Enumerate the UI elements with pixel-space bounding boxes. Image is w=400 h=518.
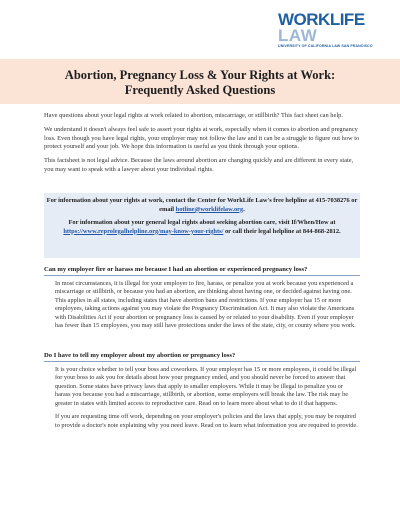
intro-paragraph-1: Have questions about your legal rights at work related to abortion, miscarriage, or stillbirth? This fact sheet can help. (44, 112, 343, 119)
faq-answer-2-paragraph-2: If you are requesting time off work, depending on your employer's policies and the laws that apply, you may be required to provide a doctor's note explaining why you need leave. Read on to learn what information you are required to provide. (55, 413, 358, 429)
repro-legal-helpline-link[interactable]: https://www.reprolegalhelpline.org/may-know-your-rights/ (63, 227, 224, 235)
faq-question-1: Can my employer fire or harass me because I had an abortion or experienced pregnancy loss? (44, 265, 360, 276)
worklife-helpline-info (44, 193, 360, 214)
page-title-line2: Frequently Asked Questions (124, 83, 276, 97)
faq-question-2: Do I have to tell my employer about my abortion or pregnancy loss? (44, 351, 360, 362)
logo-subtitle: UNIVERSITY OF CALIFORNIA LAW SAN FRANCISCO (278, 44, 373, 48)
logo-worklife-text: WORKLIFE (278, 10, 365, 29)
ifwhenhow-helpline-info (44, 219, 360, 236)
ifwhenhow-phone-text: or call their legal helpline at 844-868-2812. (223, 227, 341, 235)
intro-paragraph-2: We understand it doesn't always feel safe to assert your rights at work, especially when it comes to abortion and pregnancy loss. Even though you have legal rights, your employer may not follow the law and it can be a struggle to figure out how to protect yourself and your job. We hope this information is useful as you think through your options. (44, 126, 360, 151)
worklife-law-logo (278, 12, 390, 52)
page-title-line1: Abortion, Pregnancy Loss & Your Rights at Work: (64, 68, 336, 82)
page-title (0, 59, 400, 98)
helpline-callout (44, 193, 360, 258)
faq-answer-2 (55, 366, 358, 435)
faq-answer-2-paragraph-1: It is your choice whether to tell your boss and coworkers. If your employer has 15 or more employees, it could be illegal for your boss to ask you for details about how your pregnancy ended, and you should never be forced to answer that question. Some states have privacy laws that apply to smaller employers. While it may be illegal to penalize you or harass you because you had a miscarriage, stillbirth, or abortion, some employers will break the law. The risk may be greater in states with limited access to reproductive care. Read on to learn more about what to do if that happens. (55, 366, 357, 407)
title-banner (0, 59, 400, 104)
hotline-email-link[interactable]: hotline@worklifelaw.org (175, 205, 244, 213)
faq-answer-1 (55, 280, 358, 336)
worklife-helpline-text: For information about your rights at work, contact the Center for WorkLife Law's free helpline at 415-7038276 or email (46, 197, 358, 213)
ifwhenhow-text: For information about your general legal rights about seeking abortion care, visit If/When/How at (68, 219, 336, 227)
intro-paragraph-3: This factsheet is not legal advice. Because the laws around abortion are changing quickly and are different in every state, you may want to speak with a lawyer about your individual rights. (44, 157, 354, 173)
logo-law-text: LAW (278, 26, 318, 45)
faq-answer-1-paragraph-1: In most circumstances, it is illegal for your employer to fire, harass, or penalize you at work because you experienced a miscarriage or stillbirth, or because you had an abortion, are thinking about having one, or decided against having one. This applies in all states, including states that have abortion bans and restrictions. If your employer has 15 or more employees, taking actions against you may violate the Pregnancy Discrimination Act. It may also violate the Americans with Disabilities Act if your abortion or pregnancy loss is caused by or related to your disability. Even if your employer has fewer than 15 employees, you may still have protections under the laws of the state, city, or county where you work. (55, 280, 356, 330)
worklife-helpline-end: . (243, 205, 245, 213)
intro-section (44, 112, 360, 180)
